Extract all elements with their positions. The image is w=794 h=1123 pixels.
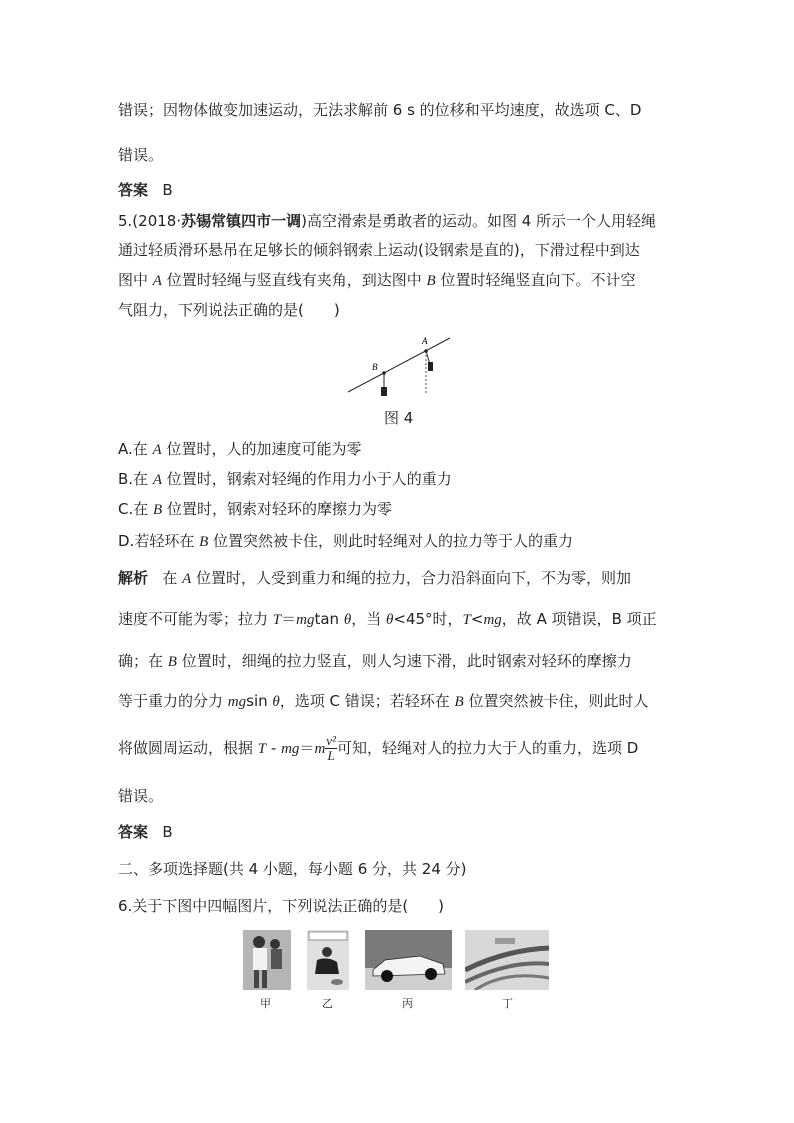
question-5-line: 气阻力，下列说法正确的是( )	[118, 301, 340, 319]
photo-label-yi: 乙	[322, 997, 333, 1010]
var: mg	[227, 694, 247, 710]
question-text: )高空滑索是勇敢者的运动。如图 4 所示一个人用轻绳	[301, 212, 657, 230]
solution-line	[118, 691, 649, 712]
figure-caption: 图 4	[384, 409, 414, 427]
var: mg	[483, 612, 502, 628]
solution-label: 解析	[118, 569, 149, 587]
answer-line	[118, 822, 173, 842]
question-number: 5.(2018·	[118, 212, 182, 230]
answer-value: B	[162, 823, 173, 841]
text: 速度不可能为零；拉力	[118, 610, 273, 628]
question-5-line	[118, 211, 656, 231]
fraction-denominator: L	[327, 748, 335, 763]
question-5-line: 通过轻质滑环悬吊在足够长的倾斜钢索上运动(设钢索是直的)，下滑过程中到达	[118, 241, 640, 259]
text: 位置时，细绳的拉力竖直，则人匀速下滑，此时钢索对轻环的摩擦力	[176, 652, 632, 670]
var: θ	[272, 694, 280, 710]
photo-label-jia: 甲	[260, 997, 271, 1010]
text: 位置时，钢索对轻环的摩擦力为零	[162, 500, 392, 518]
text-line: 错误；因物体做变加速运动，无法求解前 6 s 的位移和平均速度，故选项 C、D	[118, 101, 642, 119]
person-b-icon	[381, 387, 387, 396]
var: A	[152, 472, 162, 488]
var: mg	[281, 741, 300, 757]
var: B	[454, 694, 464, 710]
option-d	[118, 531, 573, 552]
var: θ	[343, 612, 352, 628]
option-c	[118, 499, 392, 520]
solution-line	[118, 651, 632, 672]
text: 图中	[118, 271, 153, 289]
text: C.在	[118, 500, 154, 518]
race-car-photo	[365, 930, 452, 990]
solution-line	[118, 609, 657, 630]
text: D.若轻环在	[118, 532, 200, 550]
solution-line	[118, 732, 638, 765]
text: ，故 A 项错误，B 项正	[501, 610, 657, 628]
var: T	[272, 612, 282, 628]
text: -	[266, 739, 282, 757]
solution-line: 错误。	[118, 787, 164, 805]
fraction-numerator: v²	[326, 733, 336, 748]
text: 位置突然被卡住，则此时轻绳对人的拉力等于人的重力	[208, 532, 574, 550]
highway-interchange-photo	[465, 930, 549, 990]
text: B.在	[118, 470, 153, 488]
option-a	[118, 439, 362, 460]
answer-label: 答案	[118, 181, 149, 199]
figure-4-zipline	[340, 332, 460, 402]
var: T	[462, 612, 471, 628]
person-a-icon	[428, 362, 433, 371]
text: 将做圆周运动，根据	[118, 739, 258, 757]
var-A: A	[152, 273, 162, 289]
var: m	[314, 741, 326, 757]
answer-label: 答案	[118, 823, 149, 841]
var: mg	[296, 612, 315, 628]
text: 位置时，人的加速度可能为零	[161, 440, 362, 458]
question-5-line	[118, 270, 635, 291]
text: ，当	[351, 610, 386, 628]
text: tan	[314, 610, 344, 628]
cable-line	[348, 338, 450, 392]
text: ＝	[299, 739, 315, 757]
label-B: B	[372, 362, 378, 372]
var: B	[167, 654, 177, 670]
text: <	[470, 610, 484, 628]
text: 位置时轻绳竖直向下。不计空	[435, 271, 636, 289]
option-b	[118, 469, 452, 490]
photo-label-ding: 丁	[502, 997, 513, 1010]
var: A	[152, 442, 162, 458]
label-A: A	[422, 336, 428, 346]
var: A	[182, 571, 192, 587]
text: 确；在	[118, 652, 168, 670]
running-photo	[243, 930, 291, 990]
var-B: B	[426, 273, 436, 289]
fraction	[325, 734, 337, 763]
text: 可知，轻绳对人的拉力大于人的重力，选项 D	[336, 739, 639, 757]
question-source: 苏锡常镇四市一调	[181, 212, 302, 230]
var: θ	[386, 612, 394, 628]
var: B	[153, 502, 163, 518]
answer-line	[118, 180, 173, 200]
text-line: 错误。	[118, 146, 164, 164]
text: ＝	[281, 610, 297, 628]
question-6-stem: 6.关于下图中四幅图片，下列说法正确的是( )	[118, 897, 445, 915]
var: B	[199, 534, 209, 550]
text: ，选项 C 错误；若轻环在	[279, 692, 455, 710]
section-heading: 二、多项选择题(共 4 小题，每小题 6 分，共 24 分)	[118, 860, 467, 878]
text: A.在	[118, 440, 153, 458]
text: 位置时轻绳与竖直线有夹角，到达图中	[161, 271, 427, 289]
photo-label-bing: 丙	[402, 997, 413, 1010]
text: 位置时，钢索对轻绳的作用力小于人的重力	[162, 470, 452, 488]
text: 在	[162, 569, 183, 587]
solution-line	[118, 568, 631, 589]
text: 位置突然被卡住，则此时人	[463, 692, 649, 710]
text: 等于重力的分力	[118, 692, 228, 710]
text: <45°时，	[393, 610, 463, 628]
text: sin	[246, 692, 273, 710]
text: 位置时，人受到重力和绳的拉力，合力沿斜面向下，不为零，则加	[191, 569, 632, 587]
curling-photo	[307, 930, 349, 990]
answer-value: B	[162, 181, 173, 199]
var: T	[257, 741, 267, 757]
